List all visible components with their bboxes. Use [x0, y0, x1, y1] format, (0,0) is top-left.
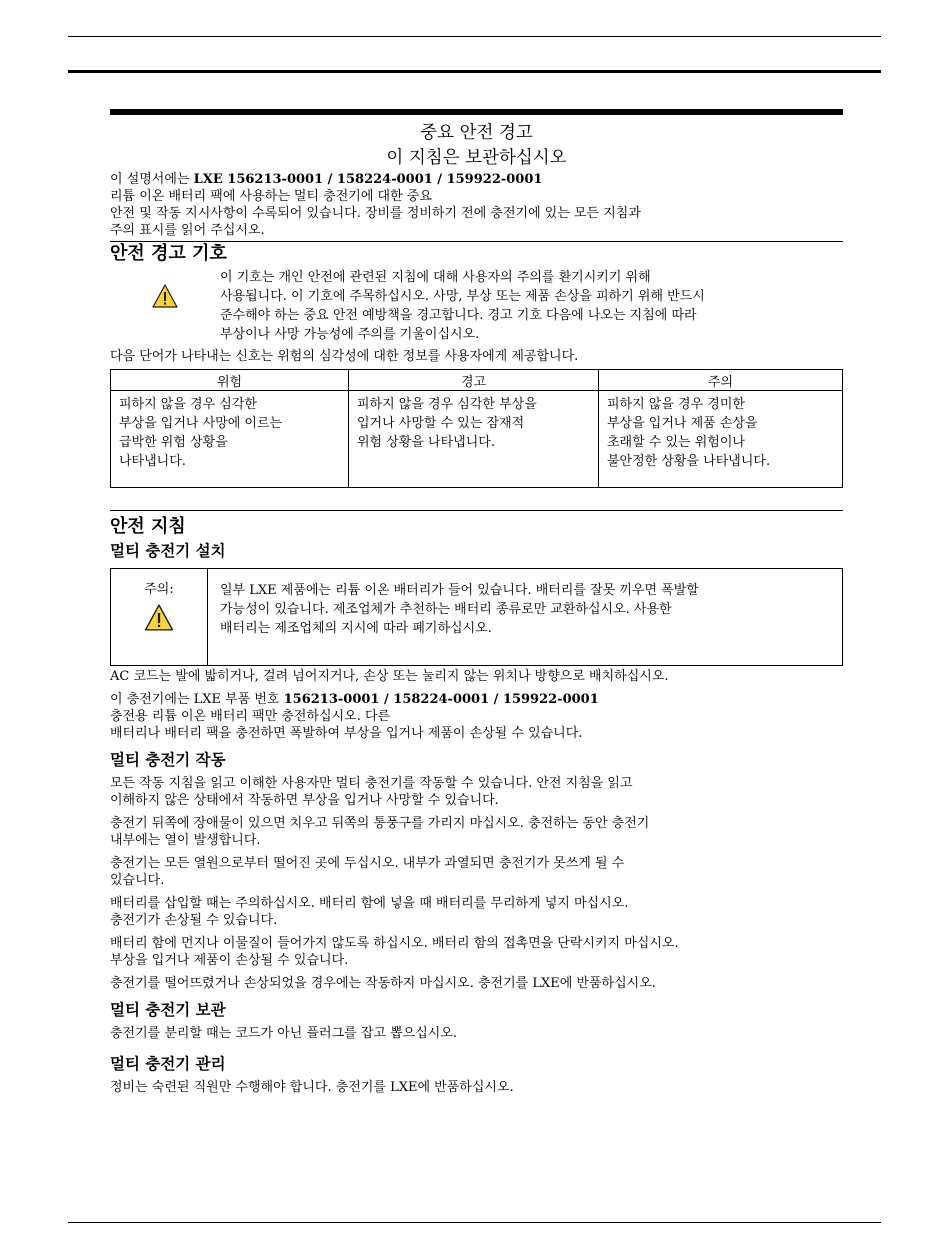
operation-para-2: 충전기 뒤쪽에 장애물이 있으면 치우고 뒤쪽의 통풍구를 가리지 마십시오. 충전하는 동안 충전기 내부에는 열이 발생합니다. — [110, 816, 650, 848]
symbol-line-1: 이 기호는 개인 안전에 관련된 지침에 대해 사용자의 주의를 환기시키기 위해 — [220, 270, 651, 285]
care-para-1: 정비는 숙련된 직원만 수행해야 합니다. 충전기를 LXE에 반품하십시오. — [110, 1080, 514, 1095]
caution-line-1: 일부 LXE 제품에는 리튬 이온 배터리가 들어 있습니다. 배터리를 잘못 끼우면 폭발할 — [220, 583, 699, 598]
install-heading: 멀티 충전기 설치 — [110, 542, 226, 560]
storage-heading: 멀티 충전기 보관 — [110, 1001, 226, 1019]
intro-paragraph — [110, 171, 843, 239]
symbol-line-2: 사용됩니다. 이 기호에 주목하십시오. 사망, 부상 또는 제품 손상을 피하기 위해 반드시 — [220, 289, 705, 304]
operation-para-3: 충전기는 모든 열원으로부터 떨어진 곳에 두십시오. 내부가 과열되면 충전기가 못쓰게 될 수 있습니다. — [110, 856, 625, 888]
operation-para-1: 모든 작동 지침을 읽고 이해한 사용자만 멀티 충전기를 작동할 수 있습니다. 안전 지침을 읽고 이해하지 않은 상태에서 작동하면 부상을 입거나 사망할 수 있습니다. — [110, 776, 633, 808]
care-heading: 멀티 충전기 관리 — [110, 1055, 226, 1073]
operation-para-5: 배터리 함에 먼지나 이물질이 들어가지 않도록 하십시오. 배터리 함의 접촉면을 단락시키지 마십시오. 부상을 입거나 제품이 손상될 수 있습니다. — [110, 936, 679, 968]
section-divider-2 — [110, 510, 843, 511]
operation-para-4: 배터리를 삽입할 때는 주의하십시오. 배터리 함에 넣을 때 배터리를 무리하게 넣지 마십시오. 충전기가 손상될 수 있습니다. — [110, 896, 629, 928]
caution-line-3: 배터리는 제조업체의 지시에 따라 폐기하십시오. — [220, 621, 492, 636]
install-para-2: 이 충전기에는 LXE 부품 번호 156213-0001 / 158224-0001 / 159922-0001 충전용 리튬 이온 배터리 팩만 충전하십시오. 다른 배터리나 배터리 팩을 충전하면 폭발하여 부상을 입거나 제품이 손상될 수 있습니다. — [110, 692, 599, 741]
footer-rule — [68, 1222, 881, 1223]
header-warning: 경고 — [349, 370, 599, 391]
cell-caution: 피하지 않을 경우 경미한 부상을 입거나 제품 손상을 초래할 수 있는 위험이나 불안정한 상황을 나타냅니다. — [599, 391, 843, 488]
header-rule-thin — [68, 36, 881, 37]
safety-symbol-block — [110, 268, 843, 344]
document-body — [110, 109, 843, 1096]
caution-box — [110, 568, 843, 666]
signal-word-intro: 다음 단어가 나타내는 신호는 위험의 심각성에 대한 정보를 사용자에게 제공합니다. — [110, 349, 579, 364]
install-part-numbers: 156213-0001 / 158224-0001 / 159922-0001 — [283, 692, 599, 707]
intro-part-numbers: LXE 156213-0001 / 158224-0001 / 159922-0001 — [193, 172, 543, 187]
safety-symbol-heading: 안전 경고 기호 — [110, 243, 227, 264]
header-danger: 위험 — [111, 370, 349, 391]
title-line-2: 이 지침은 보관하십시오 — [386, 148, 567, 168]
safety-instructions-heading: 안전 지침 — [110, 516, 186, 537]
cell-warning: 피하지 않을 경우 심각한 부상을 입거나 사망할 수 있는 잠재적 위험 상황을 나타냅니다. — [349, 391, 599, 488]
symbol-line-4: 부상이나 사망 가능성에 주의를 기울이십시오. — [220, 327, 480, 342]
caution-line-2: 가능성이 있습니다. 제조업체가 추천하는 배터리 종류로만 교환하십시오. 사용한 — [220, 602, 672, 617]
warning-triangle-icon — [144, 604, 174, 635]
title-top-bar — [110, 109, 843, 115]
header-rule-thick — [68, 70, 881, 73]
storage-para-1: 충전기를 분리할 때는 코드가 아닌 플러그를 잡고 뽑으십시오. — [110, 1026, 458, 1041]
warning-triangle-icon — [110, 268, 220, 344]
document-title — [110, 121, 843, 171]
intro-line-4: 주의 표시를 읽어 주십시오. — [110, 223, 265, 238]
header-caution: 주의 — [599, 370, 843, 391]
install-para-1: AC 코드는 발에 밟히거나, 걸려 넘어지거나, 손상 또는 눌리지 않는 위치나 방향으로 배치하십시오. — [110, 669, 669, 684]
signal-word-table — [110, 369, 843, 488]
intro-line-2: 리튬 이온 배터리 팩에 사용하는 멀티 충전기에 대한 중요 — [110, 189, 432, 204]
caution-label: 주의: — [144, 582, 174, 597]
intro-line-3: 안전 및 작동 지시사항이 수록되어 있습니다. 장비를 정비하기 전에 충전기에 있는 모든 지침과 — [110, 206, 641, 221]
cell-danger: 피하지 않을 경우 심각한 부상을 입거나 사망에 이르는 급박한 위험 상황을 나타냅니다. — [111, 391, 349, 488]
title-line-1: 중요 안전 경고 — [420, 123, 533, 143]
operation-heading: 멀티 충전기 작동 — [110, 751, 226, 769]
intro-prefix: 이 설명서에는 — [110, 172, 194, 187]
symbol-line-3: 준수해야 하는 중요 안전 예방책을 경고합니다. 경고 기호 다음에 나오는 지침에 따라 — [220, 308, 697, 323]
operation-para-6: 충전기를 떨어뜨렸거나 손상되었을 경우에는 작동하지 마십시오. 충전기를 LXE에 반품하십시오. — [110, 976, 656, 991]
